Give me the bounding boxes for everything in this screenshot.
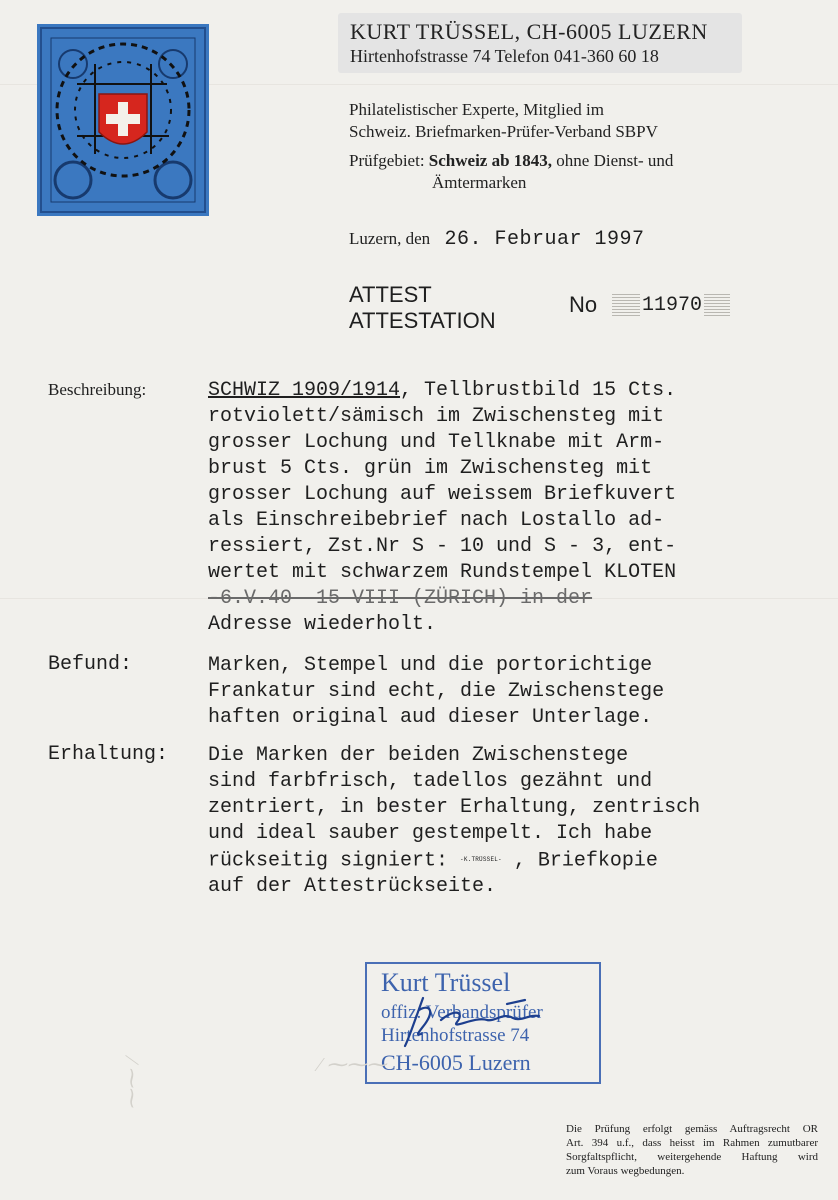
date-value: 26. Februar 1997 — [444, 228, 645, 251]
findings-line: Frankatur sind echt, die Zwischenstege — [208, 680, 665, 703]
examination-area-rest: ohne Dienst- und — [552, 151, 674, 170]
description-line: brust 5 Cts. grün im Zwischensteg mit — [208, 457, 653, 480]
condition-line: zentriert, in bester Erhaltung, zentrisch — [208, 796, 701, 819]
examination-area — [349, 150, 673, 171]
handwritten-signature — [395, 990, 565, 1050]
disclaimer-line: Sorgfaltspflicht, weitergehende Haftung wird — [566, 1151, 818, 1163]
letterhead-address: Hirtenhofstrasse 74 Telefon 041-360 60 18 — [350, 46, 659, 66]
seal-title: offiz. Verbandsprüfer — [381, 1002, 543, 1023]
description-text — [208, 378, 676, 638]
description-lead: SCHWIZ 1909/1914 — [208, 379, 401, 402]
description-line: grosser Lochung auf weissem Briefkuvert — [208, 483, 677, 506]
description-line: wertet mit schwarzem Rundstempel KLOTEN — [208, 561, 677, 584]
condition-signed-pre: rückseitig signiert: — [208, 849, 461, 873]
description-label: Beschreibung: — [48, 380, 147, 399]
examination-area-bold: Schweiz ab 1843, — [428, 151, 553, 170]
description-struck-line: -6.V.40 15 VIII (ZÜRICH) in der — [208, 587, 593, 610]
description-line: ressiert, Zst.Nr S - 10 und S - 3, ent- — [208, 535, 677, 558]
condition-last-line: auf der Attestrückseite. — [208, 875, 497, 899]
letterhead-name: KURT TRÜSSEL, CH-6005 LUZERN — [350, 19, 708, 44]
faint-signature-trace: ⁄ ⁓⁓⁓ — [318, 1054, 387, 1076]
findings-label: Befund: — [48, 653, 133, 676]
condition-label: Erhaltung: — [48, 743, 169, 766]
findings-line: Marken, Stempel und die portorichtige — [208, 654, 653, 677]
examination-area-line-2: Ämtermarken — [432, 173, 527, 192]
letterhead — [338, 13, 742, 73]
description-line: als Einschreibebrief nach Lostallo ad- — [208, 509, 665, 532]
description-line: rotviolett/sämisch im Zwischensteg mit — [208, 405, 665, 428]
certificate-number-label: No — [569, 292, 598, 317]
credentials-line-1: Philatelistischer Experte, Mitglied im — [349, 100, 604, 119]
signature-mark: -K.TRÜSSEL- — [460, 856, 502, 863]
findings-text — [208, 653, 664, 731]
seal-street: Hirtenhofstrasse 74 — [381, 1025, 530, 1046]
credentials-line-2: Schweiz. Briefmarken-Prüfer-Verband SBPV — [349, 122, 658, 141]
attest-heading — [349, 282, 496, 334]
examination-area-label: Prüfgebiet: — [349, 151, 425, 170]
attestation-title: ATTESTATION — [349, 308, 496, 333]
seal-city: CH-6005 Luzern — [381, 1050, 531, 1075]
condition-line: sind farbfrisch, tadellos gezähnt und — [208, 770, 653, 793]
description-line-1-rest: , Tellbrustbild 15 Cts. — [400, 379, 677, 402]
condition-signed-post: , Briefkopie — [501, 849, 658, 873]
faint-signature-trace: ⁄ ⁓⁓ — [120, 1058, 143, 1107]
disclaimer-line: zum Voraus wegbedungen. — [566, 1165, 685, 1177]
disclaimer-line: Die Prüfung erfolgt gemäss Auftragsrecht OR — [566, 1123, 818, 1135]
date-label: Luzern, den — [349, 229, 431, 248]
certificate-number-value: 11970 — [642, 294, 703, 317]
disclaimer-line: Art. 394 u.f., dass heisst im Rahmen zumutbarer — [566, 1137, 818, 1149]
postage-stamp-image — [37, 24, 209, 216]
description-line: grosser Lochung und Tellknabe mit Arm- — [208, 431, 665, 454]
description-last-line: Adresse wiederholt. — [208, 613, 437, 636]
condition-line: Die Marken der beiden Zwischenstege — [208, 744, 629, 767]
seal-name: Kurt Trüssel — [381, 968, 511, 997]
condition-line: und ideal sauber gestempelt. Ich habe — [208, 822, 653, 845]
condition-text — [208, 743, 700, 900]
attest-title: ATTEST — [349, 282, 432, 307]
findings-line: haften original aud dieser Unterlage. — [208, 706, 653, 729]
legal-disclaimer — [566, 1122, 818, 1178]
date-line — [349, 228, 644, 251]
